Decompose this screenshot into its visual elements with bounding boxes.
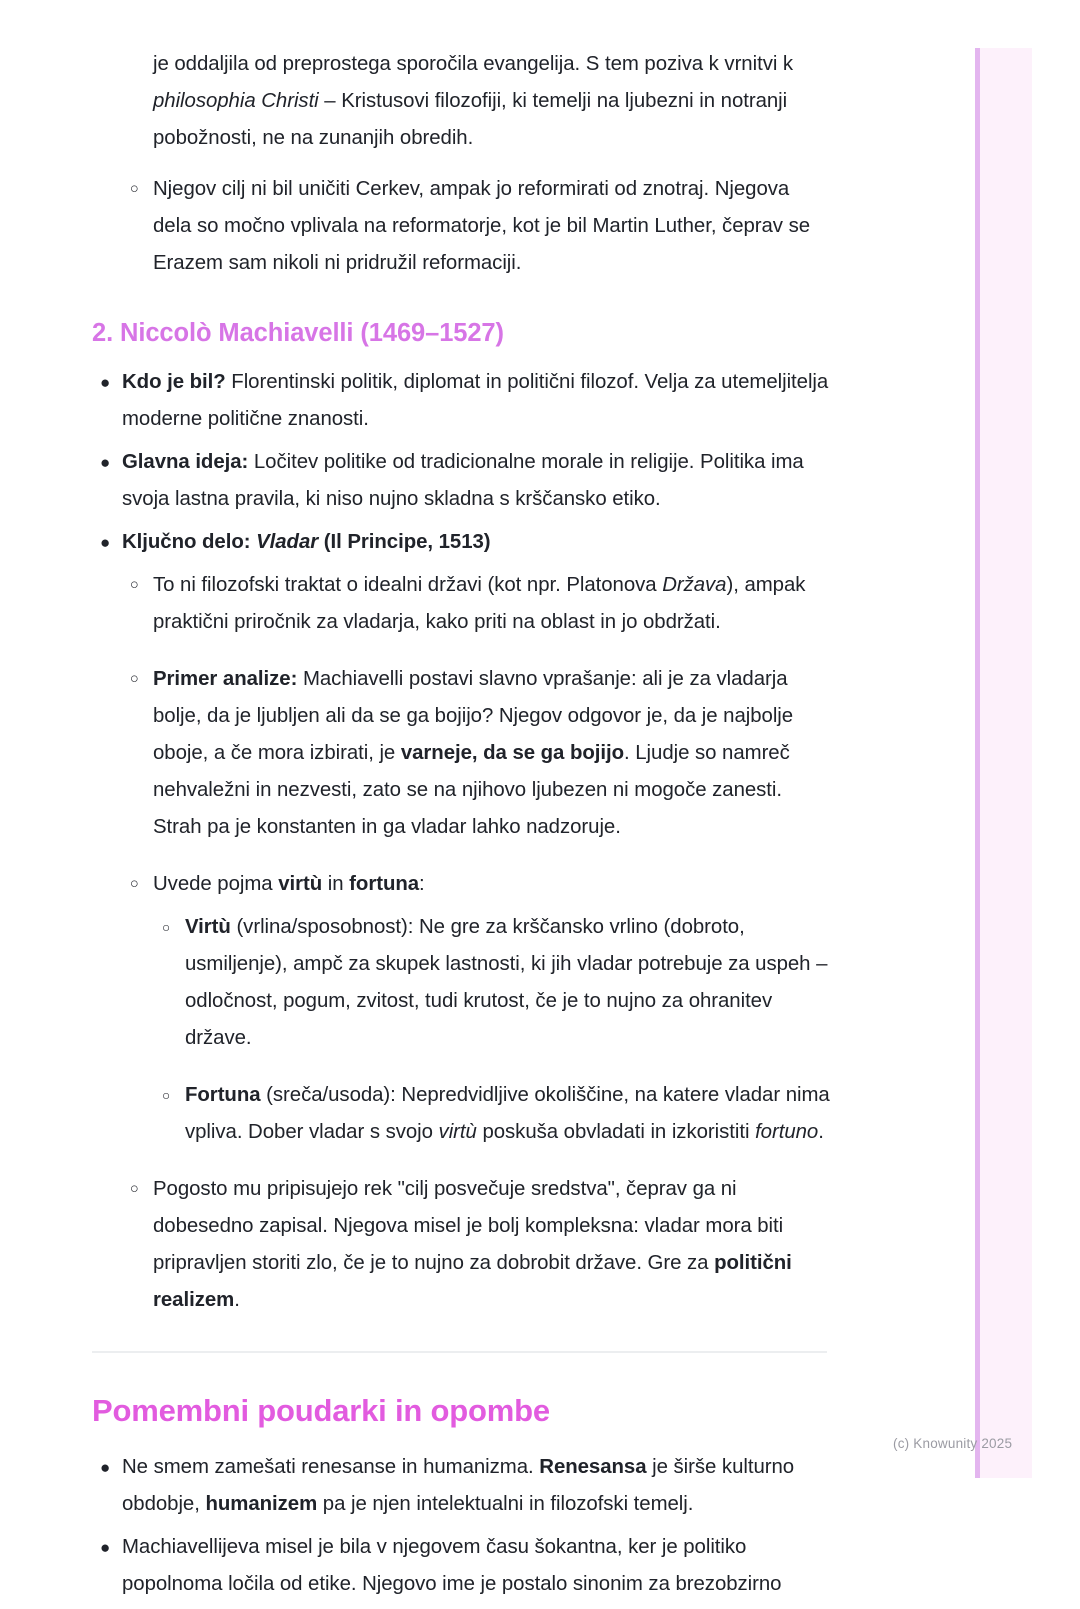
list-item-text xyxy=(122,1449,832,1523)
spacer xyxy=(92,852,832,866)
list-item-virtu xyxy=(92,909,832,1057)
list-item-text: Machiavellijeva misel je bila v njegovem času šokantna, ker je politiko popolnoma ločila od etike. Njegovo ime je postalo sinonim za brezobzirno xyxy=(122,1536,782,1595)
list-item-text xyxy=(185,909,832,1057)
continuation-text-part2: – Kristusovi filozofiji, ki temelji na ljubezni in notranji pobožnosti, ne na zunanjih obredih. xyxy=(153,90,788,149)
key-work-title: Vladar xyxy=(250,531,319,553)
spacer xyxy=(92,157,832,171)
virtu-body: (vrlina/sposobnost): Ne gre za krščansko vrlino (dobroto, usmiljenje), ampč za skupek lastnosti, ki jih vladar potrebuje za uspeh – odločnost, pogum, zvitost, tudi krutost, če je to nujno za ohranitev države. xyxy=(185,916,828,1049)
page-edge-stripe-line xyxy=(975,48,980,1478)
list-item-ends-justify-means xyxy=(92,1171,832,1319)
highlight1-bold-humanizem: humanizem xyxy=(205,1493,318,1515)
list-item-text: Njegov cilj ni bil uničiti Cerkev, ampak jo reformirati od znotraj. Njegova dela so močno vplivala na reformatorje, kot je bil Martin Luther, čeprav se Erazem sam nikoli ni pridružil reformaciji. xyxy=(153,178,811,274)
bullet-circle-icon: ○ xyxy=(130,671,139,687)
concepts-part1: Uvede pojma xyxy=(153,873,279,895)
list-item-concepts-intro xyxy=(92,866,832,903)
highlight1-part1: Ne smem zamešati renesanse in humanizma. xyxy=(122,1456,540,1478)
fortuna-italic-fortuno: fortuno xyxy=(755,1121,819,1143)
list-item-machiavelli-shocking xyxy=(92,1529,832,1603)
continuation-italic-philosophia-christi: philosophia Christi xyxy=(153,90,319,112)
fortuna-italic-virtu: virtù xyxy=(438,1121,477,1143)
list-item-renaissance-vs-humanism xyxy=(92,1449,832,1523)
list-item-who-was-he xyxy=(92,364,832,438)
spacer xyxy=(92,647,832,661)
key-work-suffix: (Il Principe, 1513) xyxy=(318,531,491,553)
means-bold-political-realism: politični realizem xyxy=(153,1252,792,1311)
virtu-lead: Virtù xyxy=(185,916,231,938)
list-item-fortuna xyxy=(92,1077,832,1151)
continuation-text-part1: je oddaljila od preprostega sporočila evangelija. S tem poziva k vrnitvi k xyxy=(153,53,794,75)
section-divider xyxy=(92,1351,827,1353)
bullet-circle-icon: ○ xyxy=(162,1088,171,1103)
list-item-key-work xyxy=(92,524,832,561)
bullet-circle-icon: ○ xyxy=(130,1181,139,1197)
treatise-italic-drzava: Država xyxy=(662,574,727,596)
key-work-lead: Ključno delo: xyxy=(122,531,251,553)
list-item-lead: Kdo je bil? xyxy=(122,371,226,393)
fortuna-part2: poskuša obvladati in izkoristiti xyxy=(476,1121,756,1143)
paragraph-continuation xyxy=(153,46,832,157)
heading-highlights: Pomembni poudarki in opombe xyxy=(92,1393,550,1428)
list-item-text xyxy=(122,364,832,438)
fortuna-lead: Fortuna xyxy=(185,1084,261,1106)
list-item-erasmus-goal xyxy=(92,171,832,282)
list-item-body: Florentinski politik, diplomat in politični filozof. Velja za utemeljitelja moderne politične znanosti. xyxy=(122,371,829,430)
bullet-disc-icon: ● xyxy=(100,1538,111,1557)
spacer xyxy=(92,1063,832,1077)
list-item-text xyxy=(153,866,832,903)
fortuna-part3: . xyxy=(818,1121,824,1143)
list-item-body: Ločitev politike od tradicionalne morale in religije. Politika ima svoja lastna pravila, ki niso nujno skladna s krščansko etiko. xyxy=(122,451,804,510)
analysis-lead: Primer analize: xyxy=(153,668,298,690)
highlight1-bold-renesansa: Renesansa xyxy=(539,1456,647,1478)
highlight1-part2: je širše kulturno obdobje, xyxy=(122,1456,795,1515)
list-item-lead: Glavna ideja: xyxy=(122,451,249,473)
analysis-part2: . Ljudje so namreč nehvaležni in nezvesti, zato se na njihovo ljubezen ni mogoče zanesti. Strah pa je konstanten in ga vladar lahko nadzoruje. xyxy=(153,742,790,838)
list-item-analysis-example xyxy=(92,661,832,846)
bullet-disc-icon: ● xyxy=(100,373,111,392)
copyright-watermark: (c) Knowunity 2025 xyxy=(893,1436,1013,1451)
treatise-part2: ), ampak praktični priročnik za vladarja, kako priti na oblast in jo obdržati. xyxy=(153,574,806,633)
list-item-text xyxy=(122,444,832,518)
bullet-circle-icon: ○ xyxy=(130,577,139,593)
list-item-main-idea xyxy=(92,444,832,518)
bullet-disc-icon: ● xyxy=(100,1458,111,1477)
bullet-circle-icon: ○ xyxy=(130,181,139,197)
bullet-circle-icon: ○ xyxy=(162,920,171,935)
bullet-circle-icon: ○ xyxy=(130,876,139,892)
spacer xyxy=(92,1157,832,1171)
concepts-bold-virtu: virtù xyxy=(278,873,323,895)
document-content xyxy=(92,46,832,1609)
list-item-text xyxy=(122,524,832,561)
treatise-part1: To ni filozofski traktat o idealni državi (kot npr. Platonova xyxy=(153,574,663,596)
list-item-text xyxy=(153,567,832,641)
list-item-not-a-treatise xyxy=(92,567,832,641)
bullet-disc-icon: ● xyxy=(100,533,111,552)
concepts-part3: : xyxy=(419,873,425,895)
concepts-part2: in xyxy=(322,873,350,895)
concepts-bold-fortuna: fortuna xyxy=(349,873,420,895)
bullet-disc-icon: ● xyxy=(100,453,111,472)
heading-machiavelli: 2. Niccolò Machiavelli (1469–1527) xyxy=(92,319,504,347)
page-edge-stripe xyxy=(975,48,1032,1478)
list-item-text xyxy=(153,661,832,846)
means-part2: . xyxy=(234,1289,240,1311)
analysis-part1: Machiavelli postavi slavno vprašanje: ali je za vladarja bolje, da je ljubljen ali da se ga bojijo? Njegov odgovor je, da je najbolje oboje, a če mora izbirati, je xyxy=(153,668,794,764)
fortuna-part1: (sreča/usoda): Nepredvidljive okoliščine, na katere vladar nima vpliva. Dober vladar s svojo xyxy=(185,1084,830,1143)
highlight1-part3: pa je njen intelektualni in filozofski temelj. xyxy=(317,1493,694,1515)
means-part1: Pogosto mu pripisujejo rek "cilj posvečuje sredstva", čeprav ga ni dobesedno zapisal. Njegova misel je bolj kompleksna: vladar mora biti pripravljen storiti zlo, če je to nujno za dobrobit države. Gre za xyxy=(153,1178,784,1274)
list-item-text xyxy=(153,1171,832,1319)
analysis-bold-phrase: varneje, da se ga bojijo xyxy=(400,742,625,764)
list-item-text xyxy=(185,1077,832,1151)
